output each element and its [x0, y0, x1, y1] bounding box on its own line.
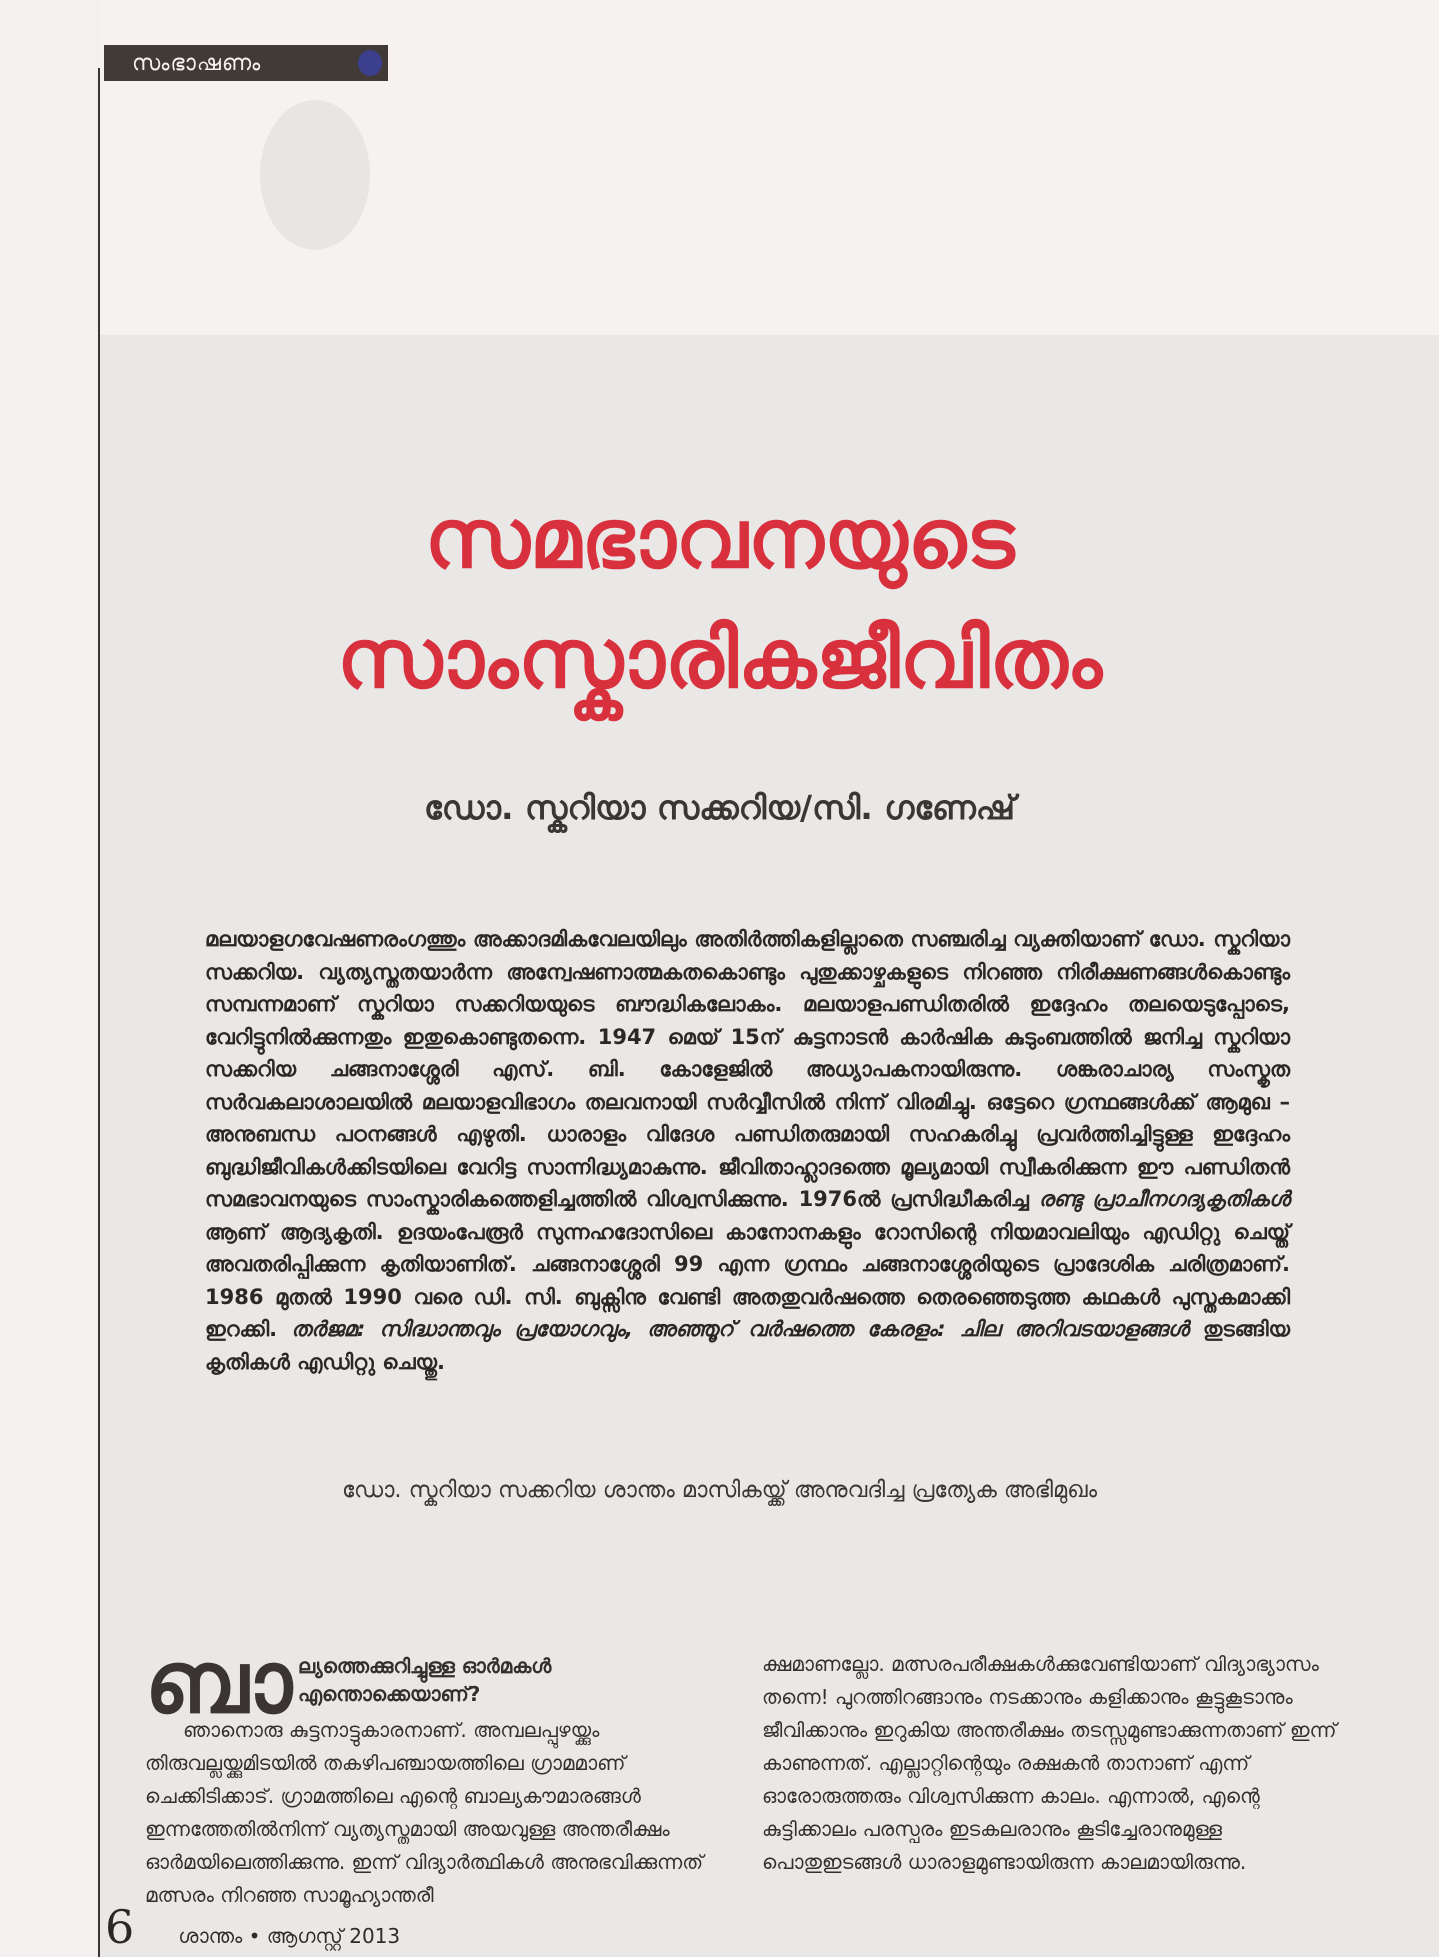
intro-italic-title-1: രണ്ടു പ്രാചീനഗദ്യകൃതികൾ: [1038, 1187, 1290, 1211]
title-line-2: സാംസ്കാരികജീവിതം: [337, 612, 1102, 707]
interview-tagline: ഡോ. സ്കറിയാ സക്കറിയ ശാന്തം മാസികയ്ക്ക് അനുവദിച്ച പ്രത്യേക അഭിമുഖം: [341, 1477, 1098, 1503]
intro-text-2: ആണ് ആദ്യകൃതി. ഉദയംപേരൂർ സുന്നഹദോസിലെ കാനോനകളും റോസിന്റെ നിയമാവലിയും എഡിറ്റു ചെയ്ത് അവതരിപ്പിക്കുന്ന കൃതിയാണിത്. ചങ്ങനാശ്ശേരി 99 എന്ന ഗ്രന്ഥം ചങ്ങനാശ്ശേരിയുടെ പ്രാദേശിക ചരിത്രമാണ്. 1986 മുതൽ 1990 വരെ ഡി. സി. ബുക്സിനു വേണ്ടി അതതുവർഷത്തെ തെരഞ്ഞെടുത്ത കഥകൾ പുസ്തകമാക്കി ഇറക്കി.: [205, 1219, 1290, 1341]
intro-text-1: മലയാളഗവേഷണരംഗത്തും അക്കാദമികവേലയിലും അതിർത്തികളില്ലാതെ സഞ്ചരിച്ച വ്യക്തിയാണ് ഡോ. സ്കറിയാ സക്കറിയ. വ്യത്യസ്തതയാർന്ന അന്വേഷണാത്മകതകൊണ്ടും പുതുക്കാഴ്ചകളുടെ നിറഞ്ഞ നിരീക്ഷണങ്ങൾകൊണ്ടും സമ്പന്നമാണ് സ്കറിയാ സക്കറിയയുടെ ബൗദ്ധികലോകം. മലയാളപണ്ഡിതരിൽ ഇദ്ദേഹം തലയെടുപ്പോടെ, വേറിട്ടുനിൽക്കുന്നതും ഇതുകൊണ്ടുതന്നെ. 1947 മെയ് 15ന് കുട്ടനാടൻ കാർഷിക കുടുംബത്തിൽ ജനിച്ച സ്കറിയാ സക്കറിയ ചങ്ങനാശ്ശേരി എസ്. ബി. കോളേജിൽ അധ്യാപകനായിരുന്നു. ശങ്കരാചാര്യ സംസ്കൃത സർവകലാശാലയിൽ മലയാളവിഭാഗം തലവനായി സർവ്വീസിൽ നിന്ന് വിരമിച്ചു. ഒട്ടേറെ ഗ്രന്ഥങ്ങൾക്ക് ആമുഖ – അനുബന്ധ പഠനങ്ങൾ എഴുതി. ധാരാളം വിദേശ പണ്ഡിതരുമായി സഹകരിച്ചു പ്രവർത്തിച്ചിട്ടുള്ള ഇദ്ദേഹം ബുദ്ധിജീവികൾക്കിടയിലെ വേറിട്ട സാന്നിദ്ധ്യമാകുന്നു. ജീവിതാഹ്ലാദത്തെ മൂല്യമായി സ്വീകരിക്കുന്ന ഈ പണ്ഡിതൻ സമഭാവനയുടെ സാംസ്കാരികത്തെളിച്ചത്തിൽ വിശ്വസിക്കുന്നു. 1976ൽ പ്രസിദ്ധീകരിച്ച: [205, 927, 1290, 1211]
watermark-circle-icon: [260, 100, 370, 250]
intro-text-3: തുടങ്ങിയ കൃതികൾ എഡിറ്റു ചെയ്തു.: [205, 1317, 1290, 1374]
section-tab: [104, 45, 388, 81]
interview-question: ല്യത്തെക്കുറിച്ചുള്ള ഓർമകൾ എന്തൊക്കെയാണ്?: [297, 1654, 552, 1706]
drop-cap: ബാ: [145, 1632, 292, 1733]
article-title: [0, 480, 1439, 720]
section-label: സംഭാഷണം: [132, 50, 262, 76]
article-column-left: [145, 1632, 715, 1912]
intro-paragraph: [205, 923, 1290, 1378]
question-block: [145, 1632, 715, 1733]
faded-logo-watermark: [200, 90, 520, 260]
answer-text-right: ക്ഷമാണല്ലോ. മത്സരപരീക്ഷകൾക്കുവേണ്ടിയാണ് വിദ്യാഭ്യാസം തന്നെ! പുറത്തിറങ്ങാനും നടക്കാനും കളിക്കാനും കൂട്ടുകൂടാനും ജീവിക്കാനും ഇറുകിയ അന്തരീക്ഷം തടസ്സമുണ്ടാക്കുന്നതാണ് ഇന്ന് കാണുന്നത്. എല്ലാറ്റിന്റെയും രക്ഷകൻ താനാണ് എന്ന് ഓരോരുത്തരും വിശ്വസിക്കുന്ന കാലം. എന്നാൽ, എന്റെ കുട്ടിക്കാലം പരസ്പരം ഇടകലരാനും കൂടിച്ചേരാനുമുള്ള പൊതുഇടങ്ങൾ ധാരാളമുണ്ടായിരുന്ന കാലമായിരുന്നു.: [762, 1652, 1337, 1874]
answer-text-left: ഞാനൊരു കുട്ടനാട്ടുകാരനാണ്. അമ്പലപ്പുഴയ്ക്കും തിരുവല്ലയ്ക്കുമിടയിൽ തകഴിപഞ്ചായത്തിലെ ഗ്രാമമാണ് ചെക്കിടിക്കാട്. ഗ്രാമത്തിലെ എന്റെ ബാല്യകൗമാരങ്ങൾ ഇന്നത്തേതിൽനിന്ന് വ്യത്യസ്തമായി അയവുള്ള അന്തരീക്ഷം ഓർമയിലെത്തിക്കുന്നു. ഇന്ന് വിദ്യാർത്ഥികൾ അനുഭവിക്കുന്നത് മത്സരം നിറഞ്ഞ സാമൂഹ്യാന്തരീ: [145, 1718, 704, 1907]
page-number: 6: [105, 1900, 135, 1954]
publication-info: ശാന്തം • ആഗസ്റ്റ് 2013: [178, 1924, 401, 1948]
page-footer: [105, 1900, 400, 1954]
left-margin: [0, 0, 98, 1957]
byline: ഡോ. സ്കറിയാ സക്കറിയ/സി. ഗണേഷ്: [424, 788, 1015, 827]
blue-dot-icon: [358, 50, 382, 76]
intro-italic-title-2: തർജമ: സിദ്ധാന്തവും പ്രയോഗവും, അഞ്ഞൂറ് വർഷത്തെ കേരളം: ചില അറിവടയാളങ്ങൾ: [291, 1317, 1189, 1341]
vertical-rule: [98, 68, 100, 1957]
title-line-1: സമഭാവനയുടെ: [424, 492, 1015, 587]
article-column-right: [762, 1648, 1342, 1879]
